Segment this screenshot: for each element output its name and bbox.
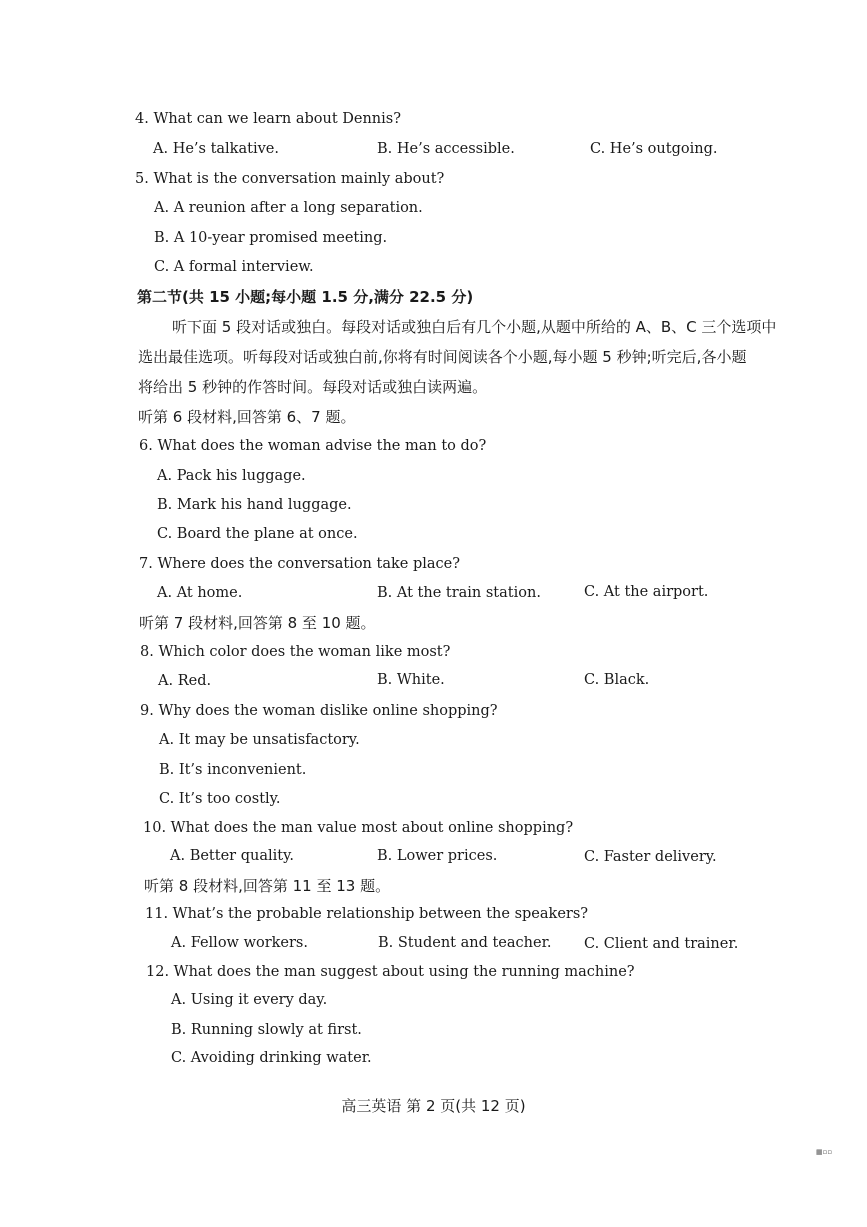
question-11-option-c[interactable]: C. Client and trainer. [584,936,739,952]
question-5-stem: 5. What is the conversation mainly about? [135,171,445,187]
question-9-option-c[interactable]: C. It’s too costly. [159,791,281,807]
question-10-option-a[interactable]: A. Better quality. [170,848,294,864]
question-10-option-b[interactable]: B. Lower prices. [377,848,498,864]
question-6-stem: 6. What does the woman advise the man to do? [139,438,487,454]
question-4-option-c[interactable]: C. He’s outgoing. [590,141,718,157]
question-12-stem: 12. What does the man suggest about using the running machine? [146,964,635,980]
question-10-option-c[interactable]: C. Faster delivery. [584,849,717,865]
question-11-option-a[interactable]: A. Fellow workers. [171,935,308,951]
question-6-option-b[interactable]: B. Mark his hand luggage. [157,497,352,513]
section-2-instruction-line-1: 听下面 5 段对话或独白。每段对话或独白后有几个小题,从题中所给的 A、B、C 三个选项中 [172,318,777,336]
question-9-stem: 9. Why does the woman dislike online shopping? [140,703,498,719]
question-10-stem: 10. What does the man value most about online shopping? [143,820,574,836]
page-footer: 高三英语 第 2 页(共 12 页) [341,1097,526,1115]
material-7-heading: 听第 7 段材料,回答第 8 至 10 题。 [139,614,376,632]
section-2-instruction-line-3: 将给出 5 秒钟的作答时间。每段对话或独白读两遍。 [138,378,488,396]
question-5-option-b[interactable]: B. A 10-year promised meeting. [154,230,388,246]
question-4-stem: 4. What can we learn about Dennis? [135,111,401,127]
question-12-option-b[interactable]: B. Running slowly at first. [171,1022,362,1038]
question-7-option-b[interactable]: B. At the train station. [377,585,541,601]
material-8-heading: 听第 8 段材料,回答第 11 至 13 题。 [144,877,391,895]
section-2-heading: 第二节(共 15 小题;每小题 1.5 分,满分 22.5 分) [137,288,474,306]
question-8-option-c[interactable]: C. Black. [584,672,650,688]
question-4-option-a[interactable]: A. He’s talkative. [153,141,279,157]
question-11-option-b[interactable]: B. Student and teacher. [378,935,552,951]
question-6-option-c[interactable]: C. Board the plane at once. [157,526,358,542]
question-5-option-a[interactable]: A. A reunion after a long separation. [154,200,423,216]
question-7-option-c[interactable]: C. At the airport. [584,584,709,600]
material-6-heading: 听第 6 段材料,回答第 6、7 题。 [138,408,356,426]
question-12-option-c[interactable]: C. Avoiding drinking water. [171,1050,372,1066]
question-7-stem: 7. Where does the conversation take place? [139,556,460,572]
question-9-option-b[interactable]: B. It’s inconvenient. [159,762,307,778]
question-8-option-b[interactable]: B. White. [377,672,445,688]
question-8-stem: 8. Which color does the woman like most? [140,644,451,660]
question-11-stem: 11. What’s the probable relationship between the speakers? [145,906,589,922]
question-6-option-a[interactable]: A. Pack his luggage. [157,468,306,484]
question-8-option-a[interactable]: A. Red. [158,673,212,689]
question-5-option-c[interactable]: C. A formal interview. [154,259,314,275]
question-9-option-a[interactable]: A. It may be unsatisfactory. [159,732,360,748]
question-7-option-a[interactable]: A. At home. [157,585,243,601]
section-2-instruction-line-2: 选出最佳选项。听每段对话或独白前,你将有时间阅读各个小题,每小题 5 秒钟;听完后,各小题 [138,348,747,366]
corner-stamp-icon: ▦▫▫ [816,1148,833,1156]
question-12-option-a[interactable]: A. Using it every day. [171,992,328,1008]
question-4-option-b[interactable]: B. He’s accessible. [377,141,515,157]
